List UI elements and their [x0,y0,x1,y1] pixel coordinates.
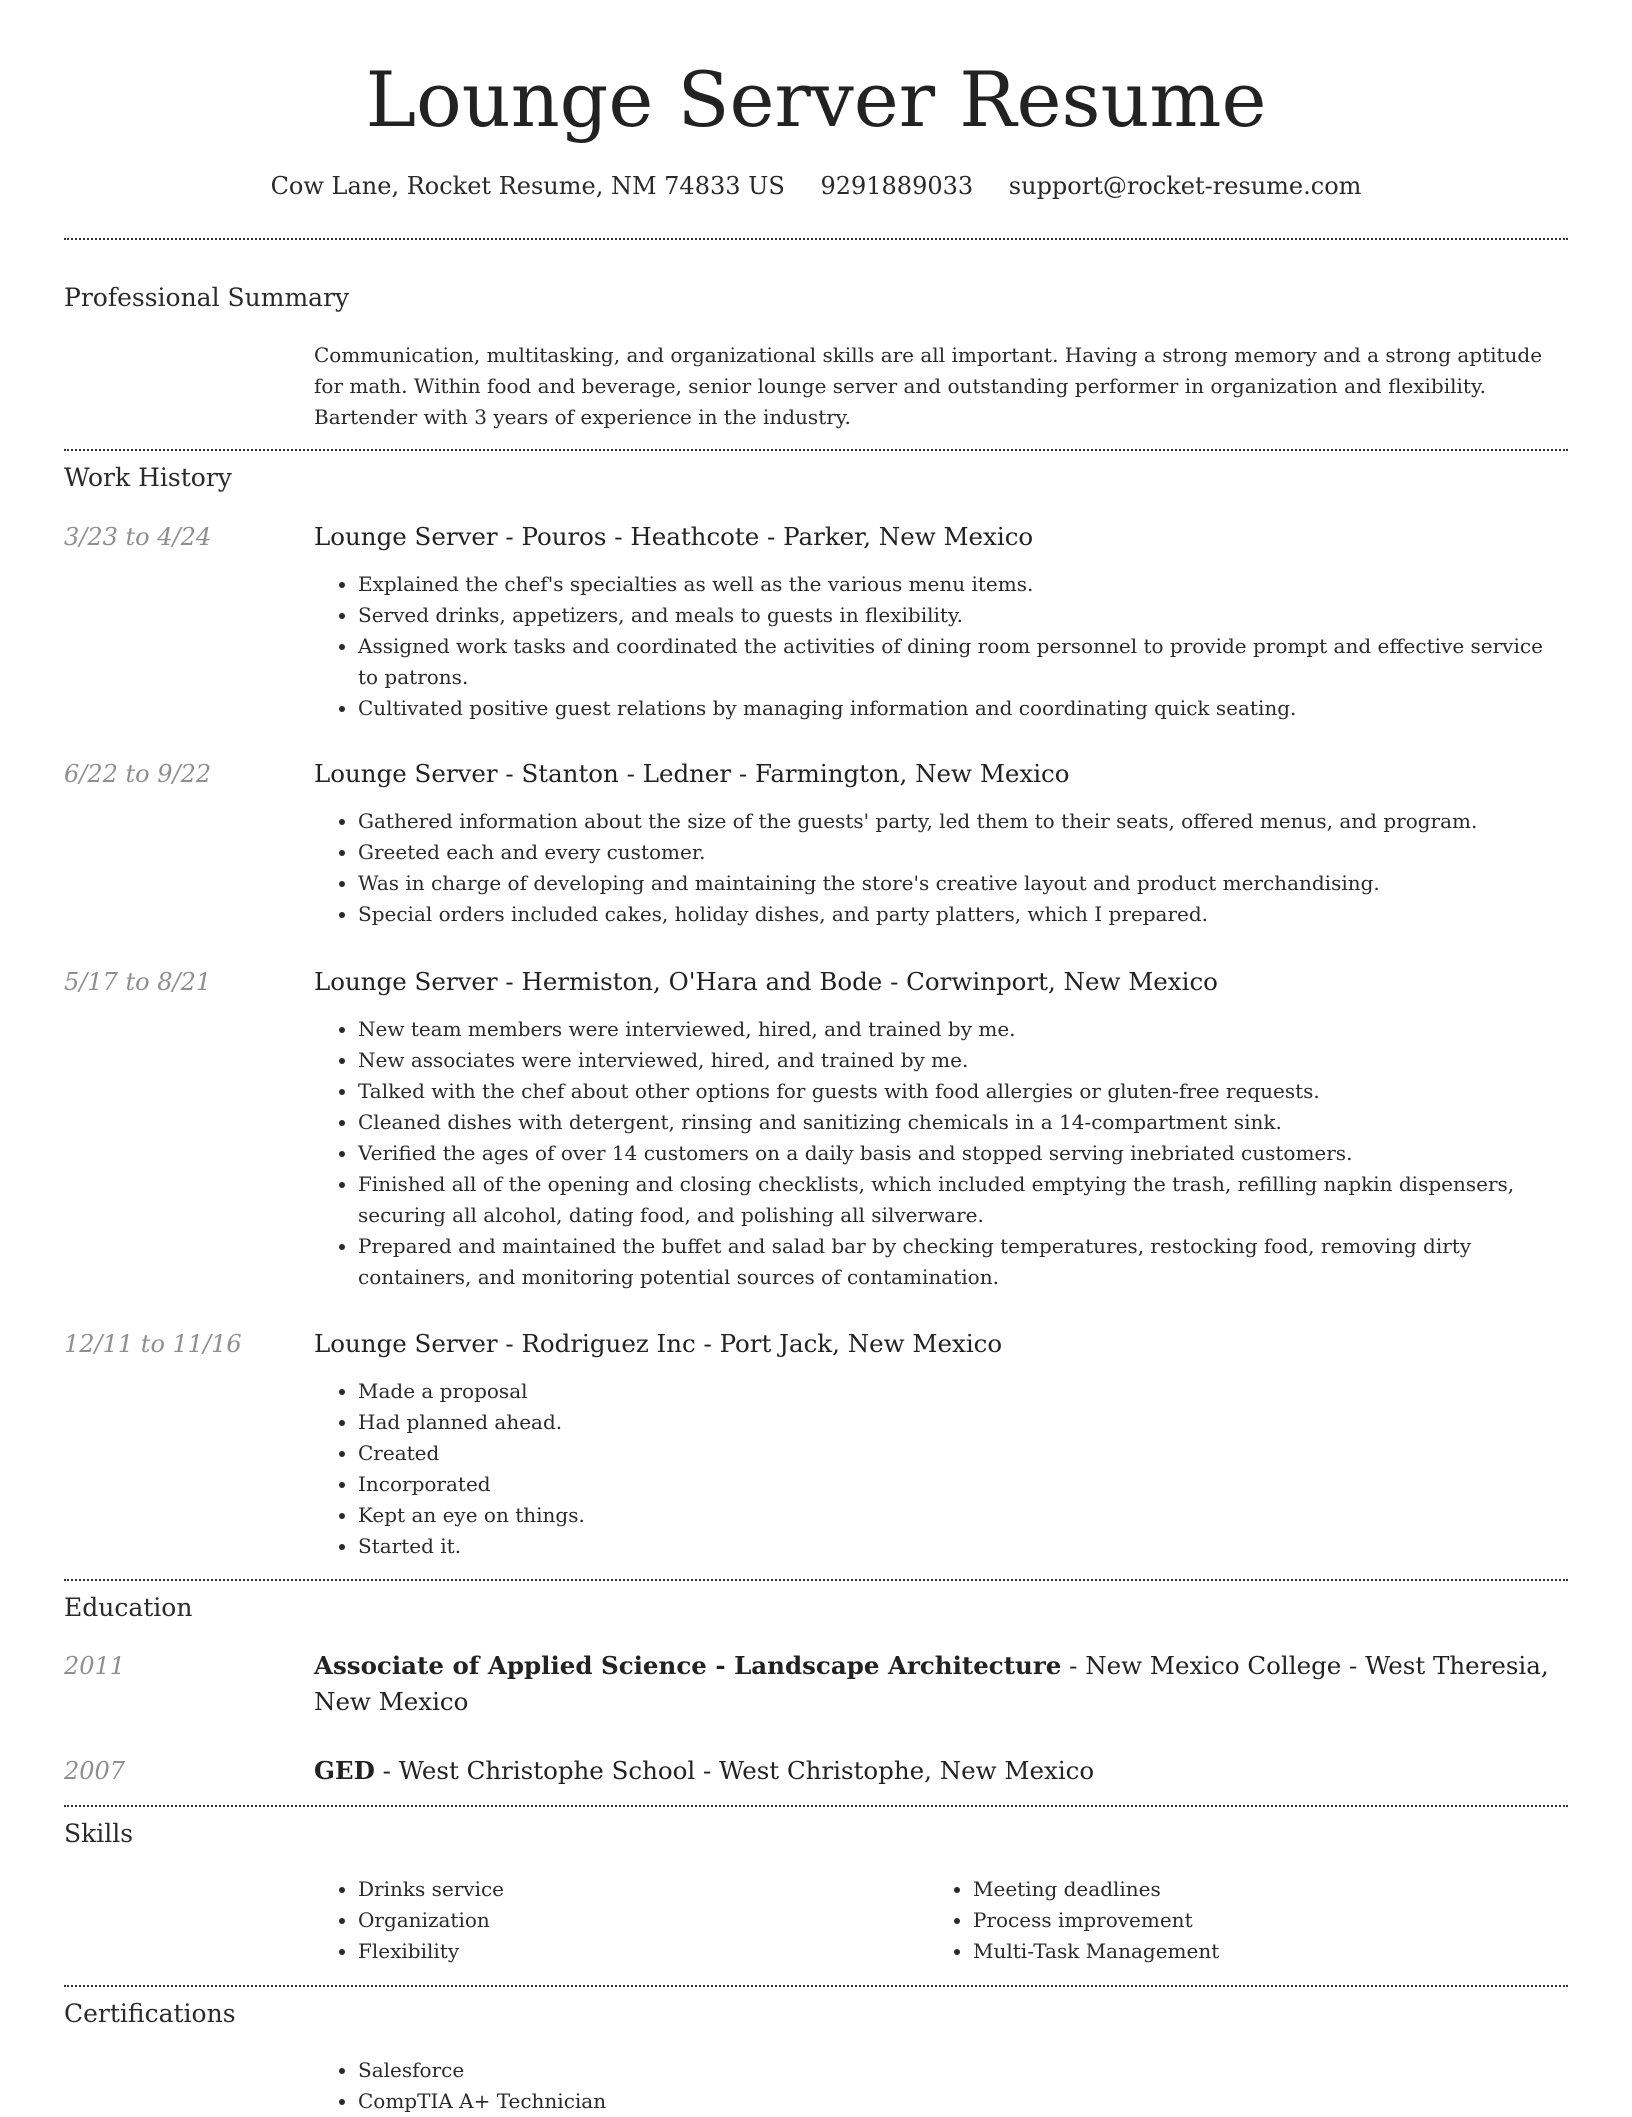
skill-item: • Flexibility [358,1936,914,1967]
contact-phone: 9291889033 [820,172,974,200]
list-item: • Assigned work tasks and coordinated the activities of dining room personnel to provide prompt and effective service to patrons. [358,631,1554,693]
job-dates: 12/11 to 11/16 [64,1330,242,1358]
list-item: • Created [358,1438,1554,1469]
summary-section [314,340,1554,433]
divider [64,449,1568,451]
summary-text: Communication, multitasking, and organizational skills are all important. Having a strong memory and a strong aptitude for math. Within food and beverage, senior lounge server and outstanding performer in organization and flexibility. Bartender with 3 years of experience in the industry. [314,343,1543,429]
list-item: • Explained the chef's specialties as well as the various menu items. [358,569,1554,600]
certification-item: • Salesforce [358,2055,1554,2086]
job-title: Lounge Server - Stanton - Ledner - Farmington, New Mexico [314,759,1070,788]
list-item: • Made a proposal [358,1376,1554,1407]
contact-email: support@rocket-resume.com [1008,172,1362,200]
divider [64,1805,1568,1807]
list-item: • Served drinks, appetizers, and meals to guests in flexibility. [358,600,1554,631]
education-degree: Associate of Applied Science - Landscape Architecture [314,1651,1062,1680]
contact-line [0,170,1632,202]
list-item: • Greeted each and every customer. [358,837,1554,868]
skill-item: • Meeting deadlines [973,1874,1529,1905]
job-dates: 3/23 to 4/24 [64,523,212,551]
list-item: • Was in charge of developing and maintaining the store's creative layout and product merchandising. [358,868,1554,899]
job-dates: 6/22 to 9/22 [64,760,212,788]
list-item: • New associates were interviewed, hired, and trained by me. [358,1045,1554,1076]
job-title: Lounge Server - Rodriguez Inc - Port Jack, New Mexico [314,1329,1003,1358]
skill-item: • Organization [358,1905,914,1936]
list-item: • Cleaned dishes with detergent, rinsing and sanitizing chemicals in a 14-compartment sink. [358,1107,1554,1138]
skill-item: • Drinks service [358,1874,914,1905]
list-item: • Started it. [358,1531,1554,1562]
job-bullets [314,569,1554,724]
job-bullets [314,806,1554,930]
job-entry [314,1328,1554,1562]
certifications-list [314,2055,1554,2117]
skills-heading: Skills [64,1819,134,1848]
list-item: • Cultivated positive guest relations by managing information and coordinating quick seating. [358,693,1554,724]
job-entry [314,966,1554,1293]
divider [64,1579,1568,1581]
divider [64,238,1568,240]
list-item: • Prepared and maintained the buffet and salad bar by checking temperatures, restocking food, removing dirty containers, and monitoring potential sources of contamination. [358,1231,1554,1293]
certification-item: • CompTIA A+ Technician [358,2086,1554,2117]
list-item: • Kept an eye on things. [358,1500,1554,1531]
education-school: - New Mexico College - West Theresia, New Mexico [314,1651,1549,1716]
skill-item: • Multi-Task Management [973,1936,1529,1967]
skills-column-right [929,1874,1529,1967]
education-title [314,1753,1554,1789]
certifications-section [314,2055,1554,2117]
education-school: - West Christophe School - West Christophe, New Mexico [374,1756,1095,1785]
skill-item: • Process improvement [973,1905,1529,1936]
resume-title: Lounge Server Resume [365,55,1267,144]
job-entry [314,521,1554,724]
summary-heading: Professional Summary [64,283,350,312]
list-item: • Incorporated [358,1469,1554,1500]
education-heading: Education [64,1593,193,1622]
job-dates: 5/17 to 8/21 [64,968,212,996]
education-title [314,1648,1554,1720]
contact-address: Cow Lane, Rocket Resume, NM 74833 US [270,172,785,200]
list-item: • Had planned ahead. [358,1407,1554,1438]
list-item: • Verified the ages of over 14 customers on a daily basis and stopped serving inebriated customers. [358,1138,1554,1169]
education-year: 2007 [64,1757,126,1785]
job-title: Lounge Server - Pouros - Heathcote - Parker, New Mexico [314,522,1034,551]
work-history-heading: Work History [64,463,232,492]
job-entry [314,758,1554,930]
skills-list [314,1874,914,1967]
skills-column-left [314,1874,914,1967]
divider [64,1985,1568,1987]
list-item: • Talked with the chef about other options for guests with food allergies or gluten-free requests. [358,1076,1554,1107]
list-item: • Gathered information about the size of the guests' party, led them to their seats, offered menus, and program. [358,806,1554,837]
job-bullets [314,1376,1554,1562]
job-bullets [314,1014,1554,1293]
education-entry [314,1648,1554,1720]
job-title: Lounge Server - Hermiston, O'Hara and Bode - Corwinport, New Mexico [314,967,1218,996]
education-degree: GED [314,1756,375,1785]
certifications-heading: Certifications [64,1999,236,2028]
list-item: • New team members were interviewed, hired, and trained by me. [358,1014,1554,1045]
education-year: 2011 [64,1652,126,1680]
list-item: • Finished all of the opening and closing checklists, which included emptying the trash, refilling napkin dispensers, securing all alcohol, dating food, and polishing all silverware. [358,1169,1554,1231]
list-item: • Special orders included cakes, holiday dishes, and party platters, which I prepared. [358,899,1554,930]
skills-list [929,1874,1529,1967]
education-entry [314,1753,1554,1789]
